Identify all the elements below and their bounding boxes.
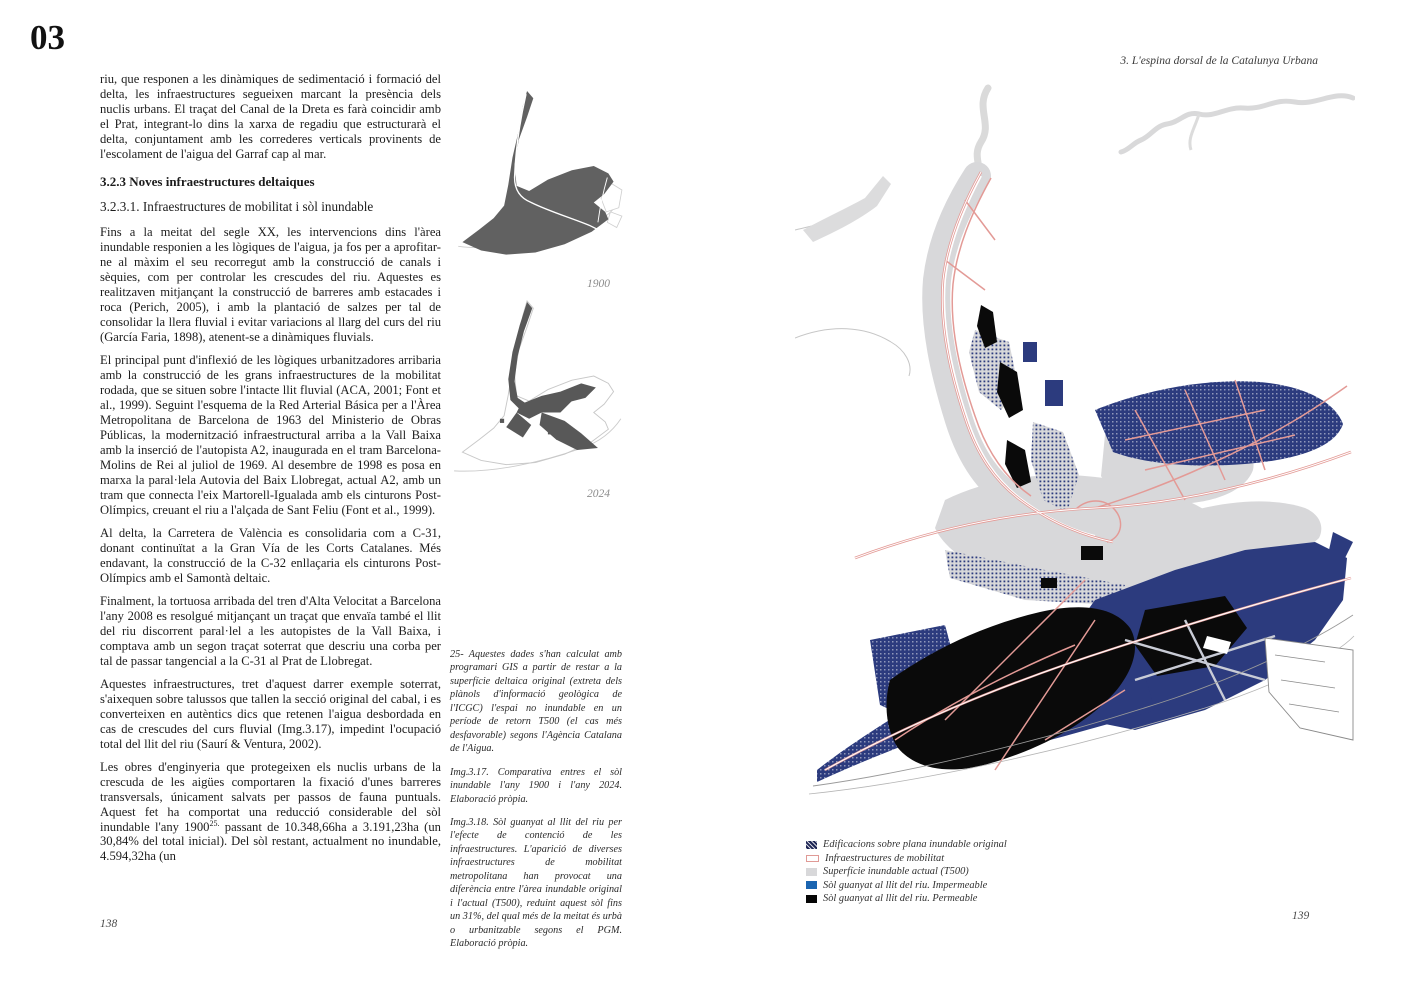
legend-item bbox=[806, 879, 1007, 893]
figure-map-2024 bbox=[452, 294, 624, 506]
legend-item bbox=[806, 892, 1007, 906]
legend-item bbox=[806, 838, 1007, 852]
running-header: 3. L'espina dorsal de la Catalunya Urbana bbox=[1120, 55, 1318, 67]
besos-river-squiggle bbox=[1121, 96, 1353, 152]
paragraph: riu, que responen a les dinàmiques de sedimentació i formació del delta, les infraestructures segueixen marcant la presència dels nuclis urbans. El traçat del Canal de la Dreta es farà coincidir amb el Prat, integrant-lo dins la xarxa de regadiu que estructurarà el delta, conjuntament amb les correderes verticals provinents de l'escolament de l'aigua del Garraf cap al mar. bbox=[100, 72, 441, 161]
remaining-inundable-arm bbox=[508, 302, 532, 410]
legend-label: Infraestructures de mobilitat bbox=[825, 852, 945, 864]
permeable-patch bbox=[1041, 578, 1057, 588]
paragraph: Finalment, la tortuosa arribada del tren d'Alta Velocitat a Barcelona l'any 2008 es resolgué mitjançant un traçat que envaïa també el llit del riu discorrent paral·lel a les autopistes de la Vall Baixa, i comptava amb un segon traçat soterrat que descriu una corba per tal de passar tangencial a la C-31 al Prat de Llobregat. bbox=[100, 593, 441, 668]
impermeable-patch bbox=[1045, 380, 1063, 406]
legend-swatch-permeable-icon bbox=[806, 895, 817, 903]
captions-column bbox=[450, 648, 622, 961]
chapter-number: 03 bbox=[30, 18, 65, 57]
contour-line bbox=[795, 329, 910, 376]
delta-map-1900-graphic bbox=[452, 84, 624, 296]
paragraph-text: Les obres d'enginyeria que protegeixen els nuclis urbans de la crescuda de les aigües comportaren la fixació d'unes barreres transversals, únicament salvats per passos de fauna puntuals. Aquest fet ha comportat una reducció considerable del sòl inundable l'any 1900 bbox=[100, 759, 441, 834]
section-heading: 3.2.3 Noves infraestructures deltaiques bbox=[100, 173, 315, 189]
caption-img-3-18: Img.3.18. Sòl guanyat al llit del riu per l'efecte de contenció de les infraestructures. L'aparició de diverses infraestructures de mobilitat metropolitana han provocat una diferència entre l'àrea inundable original i l'actual (T500), reduint aquest sòl fins un 31%, del qual més de la meitat és urbà o urbanitzable segons el PGM. Elaboració pròpia. bbox=[450, 816, 622, 950]
paragraph-with-footnote-ref bbox=[100, 760, 441, 865]
inundable-fragment bbox=[500, 419, 504, 423]
inundable-fragment bbox=[548, 429, 553, 434]
llobregat-map-graphic bbox=[795, 80, 1355, 870]
impermeable-patch bbox=[1023, 342, 1037, 362]
map-legend bbox=[806, 838, 1007, 906]
figure-year-label: 2024 bbox=[587, 488, 610, 500]
coastline-2024 bbox=[454, 419, 621, 471]
legend-swatch-edificacions-icon bbox=[806, 841, 817, 849]
legend-label: Sòl guanyat al llit del riu. Permeable bbox=[823, 893, 978, 905]
figure-map-soil-gained bbox=[795, 80, 1355, 870]
legend-label: Edificacions sobre plana inundable original bbox=[823, 839, 1007, 851]
figure-map-1900 bbox=[452, 84, 624, 296]
footnote-25: 25- Aquestes dades s'han calculat amb programari GIS a partir de restar a la superfície deltaica original (extreta dels plànols d'informació geològica de l'ICGC) l'espai no inundable en un període de retorn T500 (el cas més desfavorable) segons l'Agència Catalana de l'Aigua. bbox=[450, 649, 622, 755]
besos-tributary bbox=[1190, 114, 1199, 150]
legend-swatch-impermeable-icon bbox=[806, 881, 817, 889]
caption-img-3-17: Img.3.17. Comparativa entres el sòl inundable l'any 1900 i l'any 2024. Elaboració pròpia. bbox=[450, 766, 622, 805]
subsection-heading: 3.2.3.1. Infraestructures de mobilitat i sòl inundable bbox=[100, 199, 374, 215]
page-number-right: 139 bbox=[1292, 910, 1310, 922]
body-text-column bbox=[100, 72, 441, 872]
inundable-area-1900 bbox=[462, 91, 613, 255]
port-area bbox=[1265, 638, 1353, 740]
paragraph-text: passant de 10.348,66ha a 3.191,23ha (un 30,84% del total inicial). Del sòl restant, actualment no inundable, 4.594,32ha (un bbox=[100, 819, 441, 864]
legend-swatch-inundable-icon bbox=[806, 868, 817, 876]
legend-item bbox=[806, 852, 1007, 866]
side-valley-gray bbox=[803, 176, 891, 242]
paragraph: Fins a la meitat del segle XX, les intervencions dins l'àrea inundable responien a les lògiques de l'aigua, ja fos per a aprofitar-ne al màxim el seu recorregut amb la construcció de canals i sèquies, com per controlar les crescudes del riu. Aquestes es realitzaven mitjançant la construcció de barreres amb estacades i roca (Perich, 2005), i amb la plantació de salzes per tal de consolidar la llera fluvial i evitar variacions al llarg del curs del riu (García Faria, 1898), atenent-se a dinàmiques fluvials. bbox=[100, 225, 441, 344]
figure-year-label: 1900 bbox=[587, 278, 610, 290]
legend-label: Superfície inundable actual (T500) bbox=[823, 866, 969, 878]
delta-map-2024-graphic bbox=[452, 294, 624, 506]
legend-label: Sòl guanyat al llit del riu. Impermeable bbox=[823, 879, 988, 891]
inundable-outline-1900-reference bbox=[462, 301, 613, 465]
legend-swatch-infraestructures-icon bbox=[806, 855, 819, 862]
legend-item bbox=[806, 865, 1007, 879]
paragraph: El principal punt d'inflexió de les lògiques urbanitzadores arribaria amb la construcció de les grans infraestructures de la mobilitat rodada, que se situen sobre l'intacte llit fluvial (ACA, 2001; Font et al., 1999). Seguint l'esquema de la Red Arterial Básica per a l'Àrea Metropolitana de Barcelona de 1963 del Ministerio de Obras Públicas, la modernització infraestructural arriba a la Vall Baixa amb la inserció de l'autopista A2, inaugurada en el tram Barcelona-Molins de Rei al juliol de 1969. Al desembre de 1998 es posa en marxa la paral·lela Autovia del Baix Llobregat, actual A2, amb un tram que connecta l'eix Martorell-Igualada amb els cinturons Post-Olímpics, creuant el riu a l'alçada de Sant Feliu (Font et al., 1999). bbox=[100, 352, 441, 517]
page-number-left: 138 bbox=[100, 918, 118, 930]
paragraph: Al delta, la Carretera de València es consolidaria com a C-31, donant continuïtat a la Gran Vía de les Corts Catalanes. Més endavant, la construcció de la C-32 enllaçaria els cinturons Post-Olímpics amb el Samontà deltaic. bbox=[100, 525, 441, 585]
paragraph: Aquestes infraestructures, tret d'aquest darrer exemple soterrat, s'aixequen sobre talussos que tallen la secció original del cabal, i es converteixen en autèntics dics que retenen l'aigua desbordada en cas de crescudes del curs fluvial (Img.3.17), impedint l'ocupació total del llit del riu (Saurí & Ventura, 2002). bbox=[100, 676, 441, 751]
permeable-patch bbox=[1081, 546, 1103, 560]
footnote-reference: 25. bbox=[209, 818, 220, 828]
